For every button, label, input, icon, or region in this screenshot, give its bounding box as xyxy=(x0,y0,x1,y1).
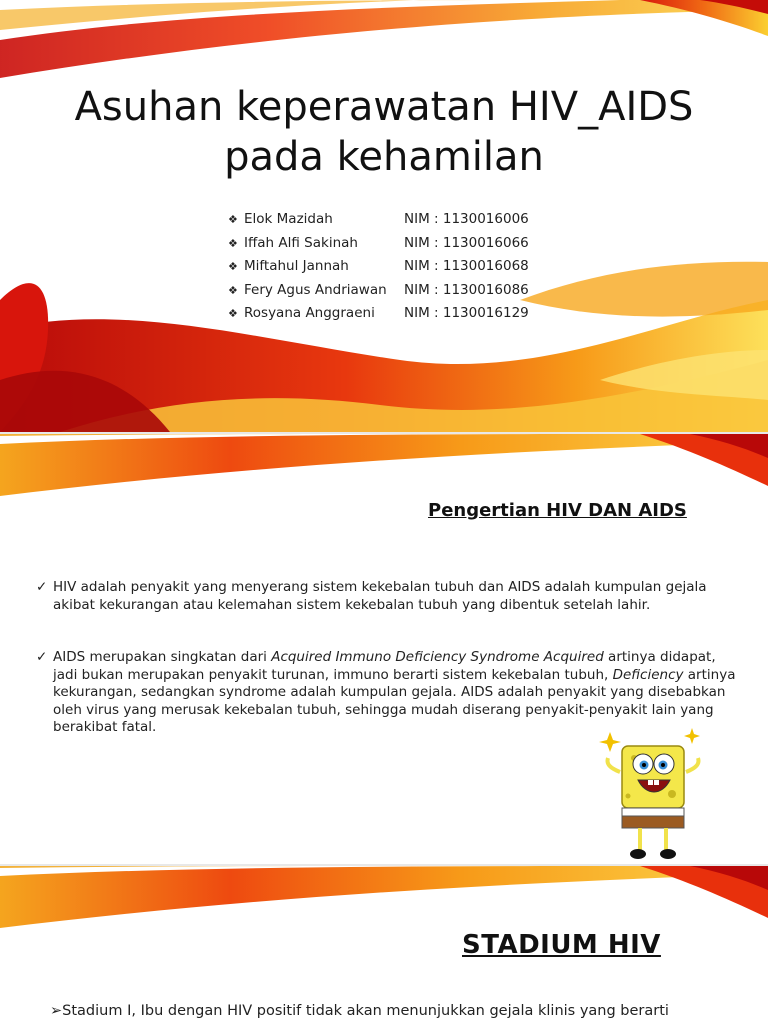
italic-term: Acquired Immuno Deficiency Syndrome Acquired xyxy=(271,649,604,665)
spongebob-illustration xyxy=(598,724,708,864)
definition-slide xyxy=(0,434,768,864)
member-row xyxy=(228,279,529,303)
title-line-1: Asuhan keperawatan HIV_AIDS xyxy=(74,84,694,130)
member-row xyxy=(228,302,529,326)
presentation-title xyxy=(0,82,768,182)
text-run: AIDS merupakan singkatan dari xyxy=(53,649,272,665)
stadium-text: Stadium I, Ibu dengan HIV positif tidak akan menunjukkan gejala klinis yang berarti xyxy=(62,1003,669,1019)
member-list xyxy=(228,208,529,326)
text-run: artinya kekurangan, sedangkan syndrome adalah kumpulan gejala. AIDS adalah penyakit yang disebabkan oleh virus yang merusak kekebalan tubuh, sehingga mudah diserang penyakit-penyakit lain yang berakibat fatal. xyxy=(53,666,736,735)
member-nim: NIM : 1130016006 xyxy=(404,211,529,227)
definition-hiv xyxy=(36,579,736,614)
title-slide xyxy=(0,0,768,432)
member-name: Miftahul Jannah xyxy=(244,258,349,274)
diamond-bullet-icon: ❖ xyxy=(228,307,238,320)
diamond-bullet-icon: ❖ xyxy=(228,236,238,250)
diamond-bullet-icon: ❖ xyxy=(228,213,238,226)
member-row xyxy=(228,208,529,232)
diamond-bullet-icon: ❖ xyxy=(228,260,238,273)
paragraph-text: HIV adalah penyakit yang menyerang sistem kekebalan tubuh dan AIDS adalah kumpulan gejala akibat kekurangan atau kelemahan sistem kekebalan tubuh yang dibentuk setelah lahir. xyxy=(53,579,707,613)
title-line-2: pada kehamilan xyxy=(224,134,544,180)
member-row xyxy=(228,232,529,256)
member-nim: NIM : 1130016129 xyxy=(404,305,529,321)
stadium-item xyxy=(50,1002,750,1020)
stadium-slide xyxy=(0,866,768,1024)
member-name: Elok Mazidah xyxy=(244,211,333,227)
member-name: Iffah Alfi Sakinah xyxy=(244,234,358,251)
checkmark-icon: ✓ xyxy=(36,649,48,665)
text-run: artinya didapat, jadi bukan merupakan penyakit turunan, immuno berarti sistem kekebalan tubuh, xyxy=(53,649,716,683)
diamond-bullet-icon: ❖ xyxy=(228,283,238,297)
member-nim: NIM : 1130016068 xyxy=(404,258,529,274)
member-row xyxy=(228,255,529,279)
member-name: Fery Agus Andriawan xyxy=(244,281,387,298)
member-name: Rosyana Anggraeni xyxy=(244,305,375,321)
section-heading: Pengertian HIV DAN AIDS xyxy=(428,500,687,521)
italic-term: Deficiency xyxy=(612,666,684,683)
arrow-bullet-icon: ➢ xyxy=(50,1003,63,1019)
section-heading: STADIUM HIV xyxy=(462,930,661,960)
member-nim: NIM : 1130016066 xyxy=(404,234,529,251)
checkmark-icon: ✓ xyxy=(36,579,48,595)
member-nim: NIM : 1130016086 xyxy=(404,281,529,298)
